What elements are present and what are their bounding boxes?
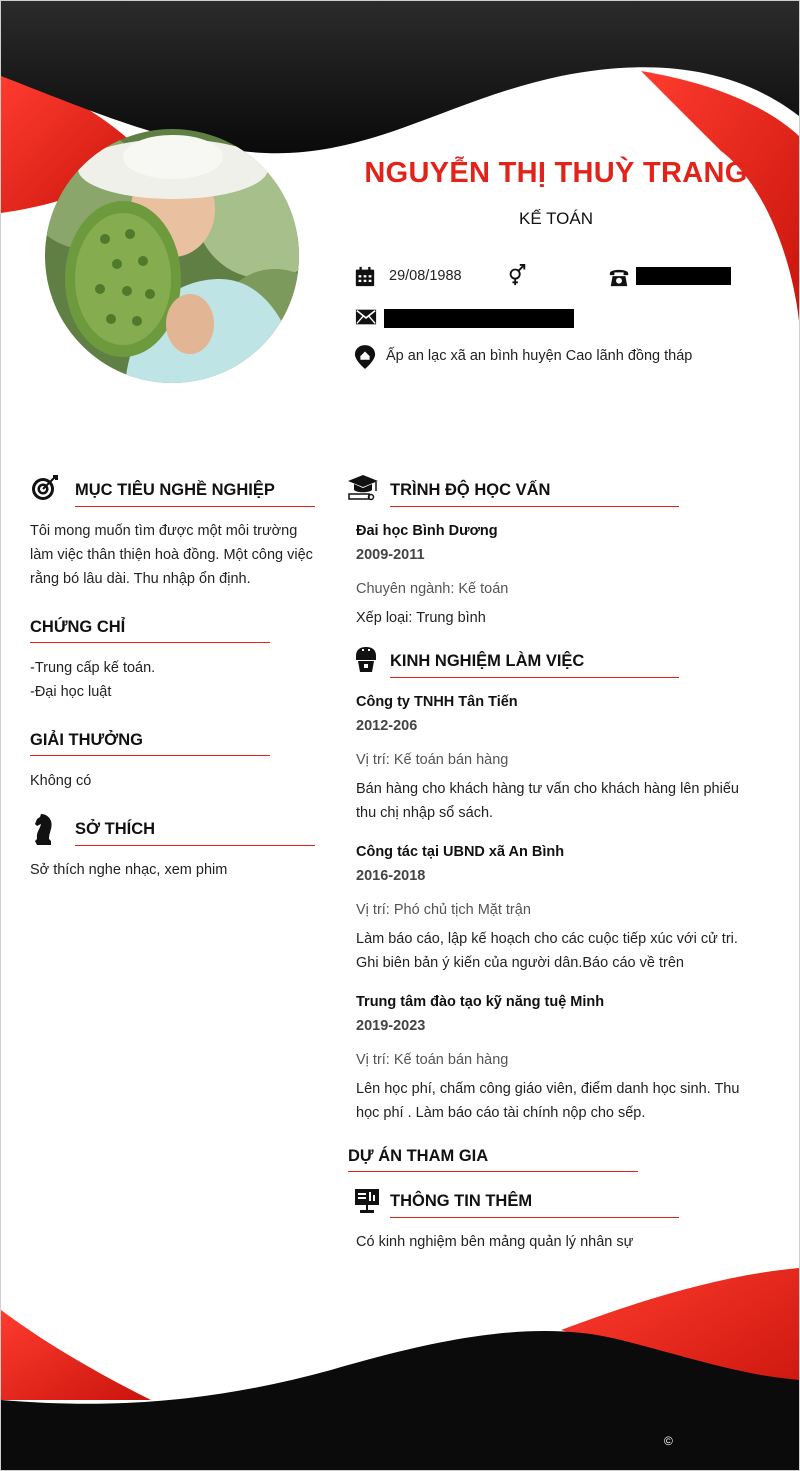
job-3-company: Trung tâm đào tạo kỹ năng tuệ Minh xyxy=(356,994,605,1010)
projects-title: DỰ ÁN THAM GIA xyxy=(348,1147,489,1165)
hobbies-title: SỞ THÍCH xyxy=(75,820,156,838)
briefcase-icon xyxy=(353,646,379,674)
awards-title: GIẢI THƯỞNG xyxy=(30,731,144,749)
presentation-icon xyxy=(354,1188,380,1214)
objective-line-1: Tôi mong muốn tìm được một môi trường xyxy=(30,523,298,539)
chess-knight-icon xyxy=(31,812,57,846)
education-years: 2009-2011 xyxy=(356,547,425,563)
graduation-cap-icon xyxy=(347,473,379,503)
job-3-desc-line-1: Lên học phí, chấm công giáo viên, điểm danh học sinh. Thu xyxy=(356,1081,740,1097)
education-title: TRÌNH ĐỘ HỌC VẤN xyxy=(390,481,551,499)
objective-line-2: làm việc thân thiện hoà đồng. Một công việc xyxy=(30,547,313,563)
job-3-position: Vị trí: Kế toán bán hàng xyxy=(356,1052,509,1068)
extra-divider xyxy=(390,1217,679,1218)
hobbies-divider xyxy=(75,845,315,846)
job-3-years: 2019-2023 xyxy=(356,1018,426,1034)
awards-text: Không có xyxy=(30,773,92,789)
job-2-position: Vị trí: Phó chủ tịch Mặt trận xyxy=(356,902,531,918)
job-1-desc-line-2: thu chị nhập sổ sách. xyxy=(356,805,494,821)
bottom-wave-decoration xyxy=(1,1260,799,1470)
job-1-years: 2012-206 xyxy=(356,718,418,734)
address-text: Ấp an lạc xã an bình huyện Cao lãnh đồng tháp xyxy=(386,348,693,364)
education-major: Chuyên ngành: Kế toán xyxy=(356,581,509,597)
education-divider xyxy=(390,506,679,507)
profile-photo xyxy=(45,129,299,383)
job-2-company: Công tác tại UBND xã An Bình xyxy=(356,844,565,860)
objective-title: MỤC TIÊU NGHỀ NGHIỆP xyxy=(75,481,275,499)
experience-divider xyxy=(390,677,679,678)
certificate-item-2: -Đại học luật xyxy=(30,684,112,700)
hobbies-text: Sở thích nghe nhạc, xem phim xyxy=(30,862,228,878)
certificates-title: CHỨNG CHỈ xyxy=(30,618,126,636)
certificate-item-1: -Trung cấp kế toán. xyxy=(30,660,156,676)
job-1-company: Công ty TNHH Tân Tiến xyxy=(356,694,518,710)
objective-divider xyxy=(75,506,315,507)
job-2-desc-line-1: Làm báo cáo, lập kế hoạch cho các cuộc tiếp xúc với cử tri. xyxy=(356,931,738,947)
job-2-years: 2016-2018 xyxy=(356,868,426,884)
projects-divider xyxy=(348,1171,638,1172)
copyright: © xyxy=(664,1434,673,1448)
extra-title: THÔNG TIN THÊM xyxy=(390,1192,533,1210)
candidate-name: NGUYỄN THỊ THUỲ TRANG xyxy=(364,157,748,189)
education-grade: Xếp loại: Trung bình xyxy=(356,610,486,626)
redacted-email xyxy=(384,309,574,328)
certificates-divider xyxy=(30,642,270,643)
location-icon xyxy=(354,344,376,370)
job-1-desc-line-1: Bán hàng cho khách hàng tư vấn cho khách hàng lên phiếu xyxy=(356,781,739,797)
calendar-icon xyxy=(354,266,376,288)
birthday-text: 29/08/1988 xyxy=(389,268,462,284)
experience-title: KINH NGHIỆM LÀM VIỆC xyxy=(390,652,585,670)
job-title: KẾ TOÁN xyxy=(518,209,593,228)
mail-icon xyxy=(355,306,377,328)
job-2-desc-line-2: Ghi biên bản ý kiến của người dân.Báo cáo về trên xyxy=(356,955,684,971)
job-3-desc-line-2: học phí . Làm báo cáo tài chính nộp cho sếp. xyxy=(356,1105,646,1121)
extra-text: Có kinh nghiệm bên mảng quản lý nhân sự xyxy=(356,1234,634,1250)
target-icon xyxy=(31,474,59,502)
objective-line-3: rằng bó lâu dài. Thu nhập ổn định. xyxy=(30,571,251,587)
education-school: Đai học Bình Dương xyxy=(356,523,498,539)
job-1-position: Vị trí: Kế toán bán hàng xyxy=(356,752,509,768)
gender-icon xyxy=(506,264,528,286)
redacted-phone xyxy=(636,267,731,285)
phone-icon xyxy=(608,266,630,288)
awards-divider xyxy=(30,755,270,756)
